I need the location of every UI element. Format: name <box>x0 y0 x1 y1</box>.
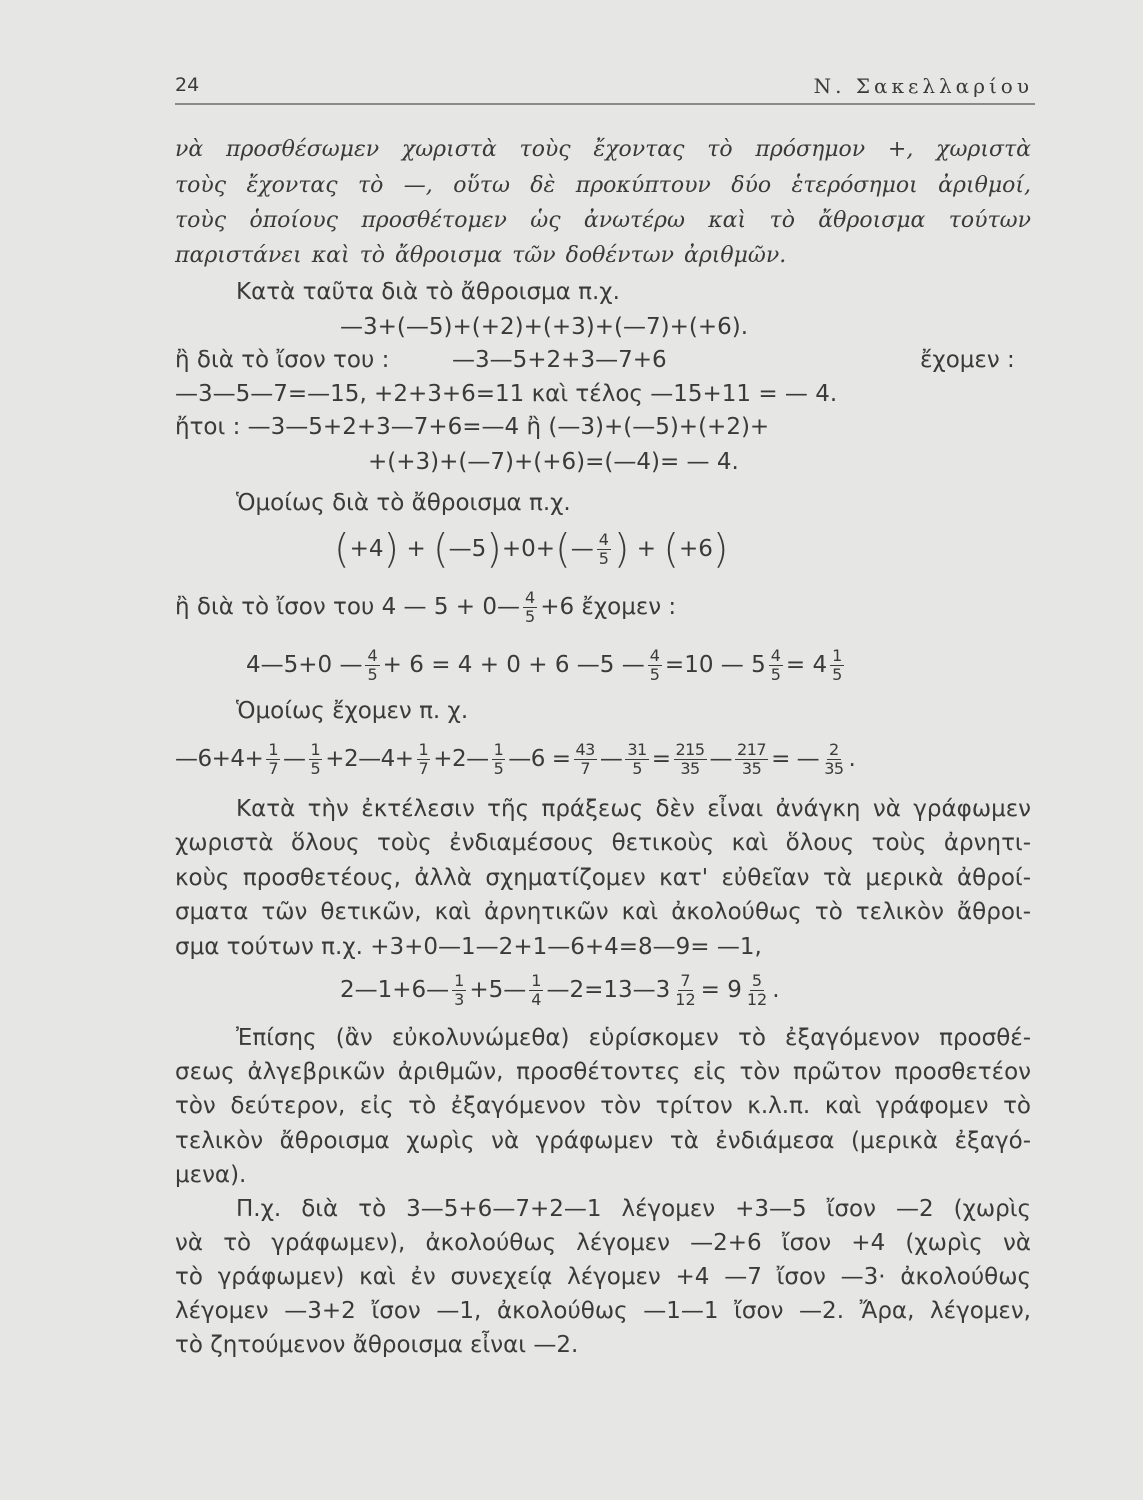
fraction: $\frac{4}{5}$ <box>649 646 660 684</box>
running-head-author: Ν. Σακελλαρίου <box>813 74 1033 98</box>
example2-equiv: ἢ διὰ τὸ ἴσον του 4 — 5 + 0— $\frac{4}{5}$ +6 ἔχομεν : <box>175 588 677 626</box>
page-header <box>175 74 1035 102</box>
example1-equiv-expr: —3—5+2+3—7+6 <box>452 347 667 373</box>
paragraph-line: νὰ τὸ γράφωμεν), ἀκολούθως λέγομεν —2+6 ἴσον +4 (χωρὶς νὰ <box>175 1230 1031 1256</box>
paragraph-line: σεως ἀλγεβρικῶν ἀριθμῶν, προσθέτοντες εἰς τὸν πρῶτον προσθετέον <box>175 1059 1031 1085</box>
paragraph-line: Π.χ. διὰ τὸ 3—5+6—7+2—1 λέγομεν +3—5 ἴσον —2 (χωρὶς <box>236 1196 1031 1222</box>
example1-result: ἤτοι : —3—5+2+3—7+6=—4 ἢ (—3)+(—5)+(+2)+ <box>175 414 770 440</box>
example2-lead: Ὁμοίως διὰ τὸ ἄθροισμα π.χ. <box>236 490 571 516</box>
fraction: $\frac{4}{5}$ <box>598 530 609 568</box>
paragraph-line: λέγομεν —3+2 ἴσον —1, ἀκολούθως —1—1 ἴσον —2. Ἄρα, λέγομεν, <box>175 1298 1031 1324</box>
intro-line: παριστάνει καὶ τὸ ἄθροισμα τῶν δοθέντων ἀριθμῶν. <box>175 243 787 268</box>
fraction: $\frac{1}{7}$ <box>268 740 278 778</box>
paragraph-line: τελικὸν ἄθροισμα χωρὶς νὰ γράφωμεν τὰ ἐνδιάμεσα (μερικὰ ἐξαγό- <box>175 1128 1031 1154</box>
fraction: $\frac{43}{7}$ <box>575 740 595 778</box>
fraction: $\frac{1}{5}$ <box>310 740 321 778</box>
fraction: $\frac{31}{5}$ <box>627 740 647 778</box>
example1-equiv-label: ἢ διὰ τὸ ἴσον του : <box>175 347 390 373</box>
example2-calculation: 4—5+0 — $\frac{4}{5}$ + 6 = 4 + 0 + 6 —5 — $\frac{4}{5}$ =10 — 5 $\frac{4}{5}$ = 4 $\frac{1}{5}$ <box>246 646 843 684</box>
fraction: $\frac{215}{35}$ <box>675 740 705 778</box>
paragraph-line: Κατὰ τὴν ἐκτέλεσιν τῆς πράξεως δὲν εἶναι ἀνάγκη νὰ γράφωμεν <box>236 796 1031 822</box>
fraction: $\frac{1}{5}$ <box>493 740 504 778</box>
intro-line: τοὺς ἔχοντας τὸ —, οὕτω δὲ προκύπτουν δύο ἑτερόσημοι ἀριθμοί, <box>175 173 1031 198</box>
intro-line: τοὺς ὁποίους προσθέτομεν ὡς ἀνωτέρω καὶ τὸ ἄθροισμα τούτων <box>175 208 1031 233</box>
fraction: $\frac{4}{5}$ <box>770 646 781 684</box>
paragraph-line: τὸν δεύτερον, εἰς τὸ ἐξαγόμενον τὸν τρίτον κ.λ.π. καὶ γράφομεν τὸ <box>175 1093 1031 1119</box>
example1-equiv-tail: ἔχομεν : <box>920 347 1015 373</box>
intro-line: νὰ προσθέσωμεν χωριστὰ τοὺς ἔχοντας τὸ πρόσημον +, χωριστὰ <box>175 137 1031 162</box>
fraction: $\frac{1}{7}$ <box>418 740 429 778</box>
paragraph-line: σμα τούτων π.χ. +3+0—1—2+1—6+4=8—9= —1, <box>175 934 762 960</box>
paragraph-line: τὸ γράφωμεν) καὶ ἐν συνεχείᾳ λέγομεν +4 —7 ἴσον —3· ἀκολούθως <box>175 1264 1031 1290</box>
example3-lead: Ὁμοίως ἔχομεν π. χ. <box>236 698 469 724</box>
paragraph-line: Ἐπίσης (ἂν εὐκολυνώμεθα) εὑρίσκομεν τὸ ἐξαγόμενον προσθέ- <box>236 1025 1031 1051</box>
fraction: $\frac{2}{35}$ <box>824 740 844 778</box>
header-rule <box>175 103 1035 105</box>
fraction: $\frac{1}{4}$ <box>531 971 542 1009</box>
fraction: $\frac{1}{3}$ <box>454 971 465 1009</box>
paragraph-line: κοὺς προσθετέους, ἀλλὰ σχηματίζομεν κατ' εὐθεῖαν τὰ μερικὰ ἀθροί- <box>175 865 1031 891</box>
fraction: $\frac{4}{5}$ <box>525 588 536 626</box>
example3-calculation: —6+4+ $\frac{1}{7}$ — $\frac{1}{5}$ +2—4+ $\frac{1}{7}$ +2— $\frac{1}{5}$ —6 = $\frac{43}{7}$ — $\frac{31}{5}$ = $\frac{215}{35}$ — $\frac{217}{35}$ = — $\frac{2}{35}$ . <box>175 740 856 778</box>
example1-partial-sums: —3—5—7=—15, +2+3+6=11 καὶ τέλος —15+11 = — 4. <box>175 381 838 407</box>
paragraph-line: σματα τῶν θετικῶν, καὶ ἀρνητικῶν καὶ ἀκολούθως τὸ τελικὸν ἄθροι- <box>175 899 1031 925</box>
paragraph-line: χωριστὰ ὅλους τοὺς ἐνδιαμέσους θετικοὺς καὶ ὅλους τοὺς ἀρνητι- <box>175 830 1031 856</box>
page-number: 24 <box>175 74 200 96</box>
example1-expression: —3+(—5)+(+2)+(+3)+(—7)+(+6). <box>340 314 749 340</box>
fraction: $\frac{4}{5}$ <box>367 646 378 684</box>
example1-result-cont: +(+3)+(—7)+(+6)=(—4)= — 4. <box>368 449 739 475</box>
example4-calculation: 2—1+6— $\frac{1}{3}$ +5— $\frac{1}{4}$ —2=13—3 $\frac{7}{12}$ = 9 $\frac{5}{12}$ . <box>340 971 780 1009</box>
fraction: $\frac{5}{12}$ <box>746 971 768 1009</box>
fraction: $\frac{217}{35}$ <box>737 740 767 778</box>
paragraph-line: μενα). <box>175 1162 247 1188</box>
fraction: $\frac{1}{5}$ <box>832 646 843 684</box>
paragraph-line: τὸ ζητούμενον ἄθροισμα εἶναι —2. <box>175 1332 579 1358</box>
example1-lead: Κατὰ ταῦτα διὰ τὸ ἄθροισμα π.χ. <box>236 279 620 305</box>
fraction: $\frac{7}{12}$ <box>675 971 696 1009</box>
example2-expression: (+4) + (—5)+0+(— $\frac{4}{5}$ ) + (+6) <box>334 526 729 573</box>
